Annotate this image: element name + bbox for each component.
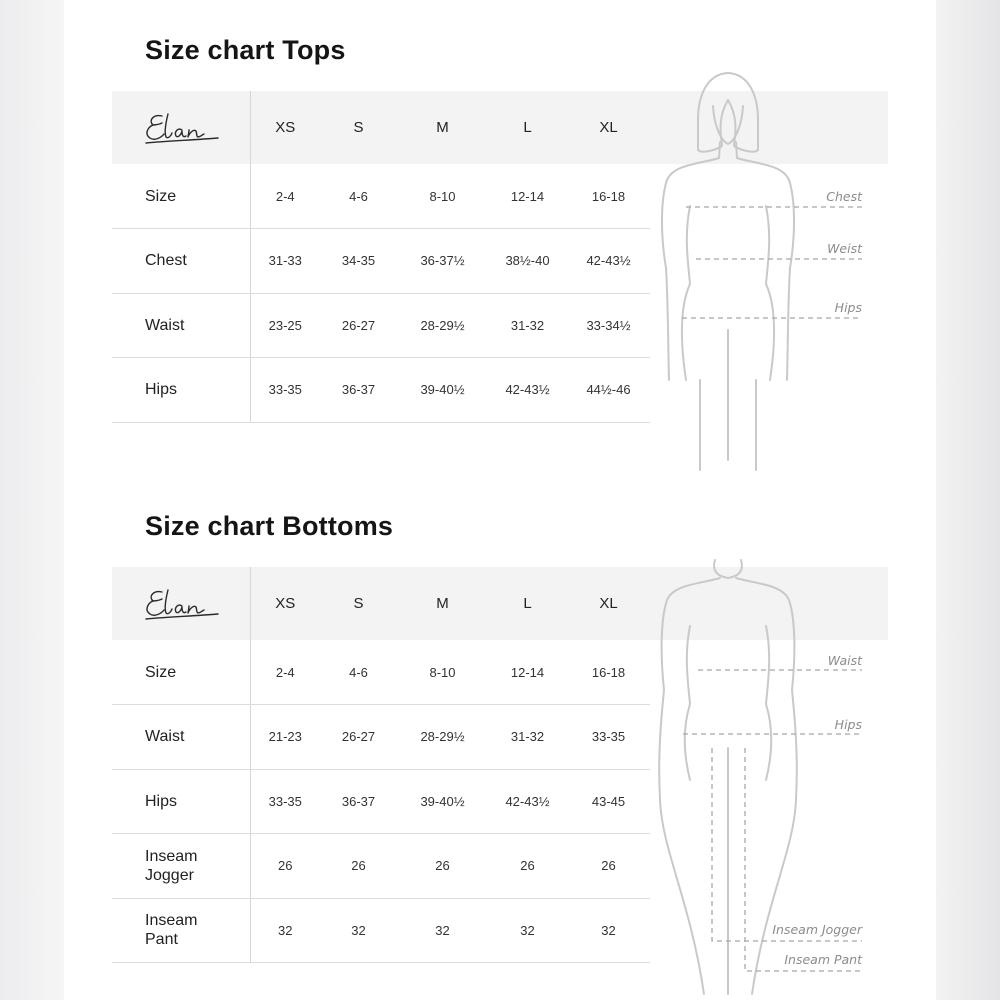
row-label-text: Inseam Pant (145, 912, 198, 949)
table-cell: 12-14 (488, 164, 567, 229)
inseam-pant-measure-label: Inseam Pant (784, 952, 862, 967)
bottoms-row-label-inseam-jogger (112, 834, 250, 899)
table-cell: 16-18 (567, 164, 650, 229)
table-cell: 33-34½ (567, 293, 650, 358)
table-row (112, 834, 650, 899)
page-margin-right (936, 0, 1000, 1000)
table-cell: 43-45 (567, 769, 650, 834)
tops-col-xl: XL (599, 119, 618, 136)
tops-row-label-chest: Chest (112, 229, 250, 294)
tops-hips-measure-label: Hips (834, 300, 862, 315)
tops-col-xs: XS (275, 119, 296, 136)
table-cell: 2-4 (250, 640, 320, 705)
bottoms-col-xs: XS (275, 595, 296, 612)
table-row (112, 293, 650, 358)
table-cell: 42-43½ (567, 229, 650, 294)
table-cell: 38½-40 (488, 229, 567, 294)
page-margin-left (0, 0, 64, 1000)
chest-measure-label: Chest (826, 189, 862, 204)
tops-col-m: M (436, 119, 449, 136)
table-cell: 33-35 (250, 358, 320, 423)
table-row (112, 898, 650, 963)
bottoms-header-row (112, 567, 650, 640)
table-cell: 28-29½ (397, 705, 488, 770)
table-cell: 32 (488, 898, 567, 963)
table-cell: 26-27 (320, 293, 397, 358)
table-cell: 8-10 (397, 640, 488, 705)
table-cell: 28-29½ (397, 293, 488, 358)
table-cell: 4-6 (320, 164, 397, 229)
table-cell: 36-37 (320, 769, 397, 834)
bottoms-brand-cell (112, 567, 250, 640)
bottoms-row-label-size: Size (112, 640, 250, 705)
table-row (112, 358, 650, 423)
table-cell: 39-40½ (397, 769, 488, 834)
tops-row-label-size: Size (112, 164, 250, 229)
elan-logo (142, 586, 224, 622)
table-row (112, 164, 650, 229)
tops-header-row (112, 91, 650, 164)
bottoms-col-xl: XL (599, 595, 618, 612)
table-row (112, 640, 650, 705)
tops-brand-cell (112, 91, 250, 164)
table-cell: 33-35 (567, 705, 650, 770)
table-cell: 31-32 (488, 705, 567, 770)
bottoms-row-label-hips: Hips (112, 769, 250, 834)
tops-row-label-waist: Waist (112, 293, 250, 358)
table-cell: 31-32 (488, 293, 567, 358)
table-cell: 39-40½ (397, 358, 488, 423)
bottoms-row-label-inseam-pant (112, 898, 250, 963)
table-cell: 2-4 (250, 164, 320, 229)
table-cell: 36-37 (320, 358, 397, 423)
table-row (112, 769, 650, 834)
tops-size-table (112, 91, 650, 423)
table-cell: 21-23 (250, 705, 320, 770)
table-cell: 31-33 (250, 229, 320, 294)
tops-col-s: S (353, 119, 364, 136)
table-cell: 44½-46 (567, 358, 650, 423)
table-row (112, 229, 650, 294)
table-cell: 26 (250, 834, 320, 899)
tops-col-l: L (523, 119, 532, 136)
bottoms-size-table (112, 567, 650, 963)
bottoms-section-title: Size chart Bottoms (145, 511, 394, 541)
table-cell: 23-25 (250, 293, 320, 358)
table-cell: 32 (250, 898, 320, 963)
inseam-jogger-measure-label: Inseam Jogger (772, 922, 862, 937)
tops-waist-measure-label: Weist (827, 241, 862, 256)
bottoms-col-s: S (353, 595, 364, 612)
table-cell: 33-35 (250, 769, 320, 834)
table-cell: 26 (397, 834, 488, 899)
bottoms-waist-measure-label: Waist (827, 653, 862, 668)
table-cell: 8-10 (397, 164, 488, 229)
tops-row-label-hips: Hips (112, 358, 250, 423)
table-cell: 26-27 (320, 705, 397, 770)
tops-section-title: Size chart Tops (145, 35, 346, 65)
table-cell: 32 (567, 898, 650, 963)
table-cell: 16-18 (567, 640, 650, 705)
table-cell: 36-37½ (397, 229, 488, 294)
table-cell: 4-6 (320, 640, 397, 705)
table-cell: 26 (320, 834, 397, 899)
table-cell: 34-35 (320, 229, 397, 294)
bottoms-row-label-waist: Waist (112, 705, 250, 770)
table-cell: 12-14 (488, 640, 567, 705)
table-cell: 26 (488, 834, 567, 899)
table-row (112, 705, 650, 770)
table-cell: 26 (567, 834, 650, 899)
table-cell: 42-43½ (488, 769, 567, 834)
bottoms-col-m: M (436, 595, 449, 612)
bottoms-col-l: L (523, 595, 532, 612)
row-label-text: Inseam Jogger (145, 847, 198, 884)
table-cell: 32 (397, 898, 488, 963)
bottoms-hips-measure-label: Hips (834, 717, 862, 732)
elan-logo (142, 110, 224, 146)
table-cell: 42-43½ (488, 358, 567, 423)
table-cell: 32 (320, 898, 397, 963)
